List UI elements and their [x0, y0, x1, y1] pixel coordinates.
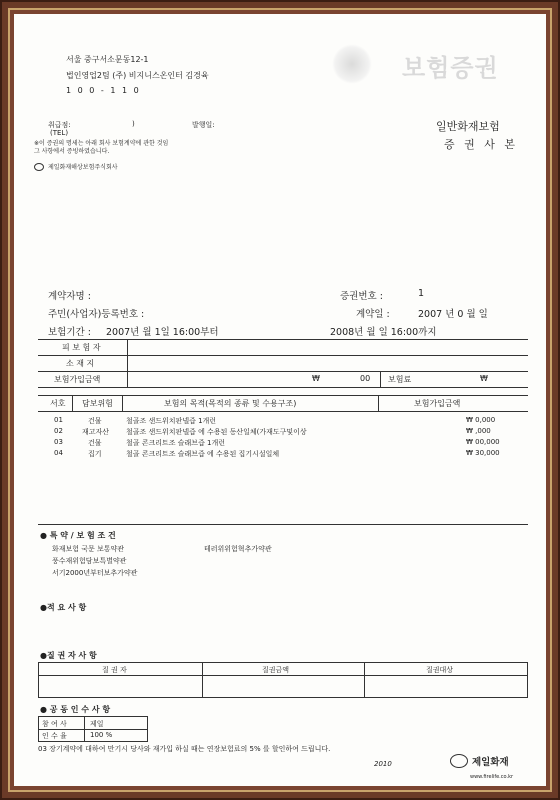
- pledge-heading: ●질 권 자 사 항: [40, 651, 97, 660]
- document-title: 일반화재보험: [436, 120, 500, 133]
- brand-watermark: 보험증권: [402, 54, 499, 82]
- contract-date-value: 2007 년 0 월 일: [418, 309, 488, 320]
- notice-line-2: 그 사항에서 증빙하였습니다.: [34, 148, 110, 155]
- row-no: 01: [54, 416, 63, 424]
- table-divider: [72, 395, 73, 411]
- footer-brand-name: 제일화재: [472, 757, 509, 768]
- row-description: 철골 콘크리트조 슬래브즙 1개런: [126, 439, 226, 447]
- table-rule: [38, 411, 528, 412]
- period-start: 2007년 월 1일 16:00부터: [106, 327, 219, 338]
- coinsurance-participant-value: 제일: [90, 720, 104, 728]
- insured-label: 피 보 험 자: [62, 343, 101, 352]
- row-amount: ₩ ,000: [466, 427, 491, 435]
- policy-number-value: 1: [418, 288, 425, 299]
- footer-site: www.firelife.co.kr: [470, 774, 514, 780]
- table-divider: [380, 371, 381, 387]
- row-amount: ₩ 0,000: [466, 416, 496, 424]
- insurance-policy-document: [14, 14, 546, 786]
- table-divider: [127, 339, 128, 387]
- row-risk: 건물: [88, 417, 102, 425]
- insurer-logo-icon: [34, 163, 44, 171]
- sum-insured-label: 보험가입금액: [54, 375, 101, 384]
- contractor-label: 계약자명 :: [48, 291, 91, 302]
- row-no: 04: [54, 449, 63, 457]
- period-end: 2008년 월 일 16:00까지: [330, 327, 437, 338]
- row-amount: ₩ 30,000: [466, 449, 500, 457]
- faint-stamp-mark: [332, 44, 372, 84]
- period-label: 보험기간 :: [48, 327, 91, 338]
- document-subtitle: 증 권 사 본: [444, 138, 518, 151]
- brand-logo-icon: [450, 754, 468, 768]
- table-rule: [38, 339, 528, 340]
- table-rule: [38, 387, 528, 388]
- table-rule: [38, 355, 528, 356]
- coinsurance-heading: ● 공 동 인 수 사 항: [40, 705, 111, 714]
- footer-brand-logo: [450, 754, 509, 768]
- sender-company: 법인영업2팀 (주) 비지니스온인터 김경육: [66, 71, 209, 80]
- premium-label: 보험료: [388, 375, 412, 384]
- table-rule: [38, 371, 528, 372]
- table-divider: [378, 395, 379, 411]
- coinsurance-rate-value: 100 %: [90, 731, 113, 739]
- row-risk: 집기: [88, 450, 102, 458]
- handler-value: ): [132, 120, 135, 128]
- row-description: 철골 콘크리트조 슬래브즙 에 수용된 집기시설일체: [126, 450, 280, 458]
- footer-note: 03 장기계약에 대하여 만기시 당사와 재가입 하실 때는 연장보험료의 5% 를 할인하여 드립니다.: [38, 745, 331, 753]
- special-terms-heading: ● 특 약 / 보 험 조 건: [40, 531, 116, 540]
- sender-postal-code: 1 0 0 - 1 1 0: [66, 86, 141, 95]
- row-description: 철골조 샌드위치판넬즙 에 수용된 동산일체(가재도구및이상: [126, 428, 307, 436]
- insurer-name-small: 제일화재해상보험주식회사: [48, 164, 118, 171]
- handler-label: 취급점:: [48, 121, 71, 129]
- coinsurance-participant-label: 참 여 사: [42, 720, 67, 728]
- table-divider: [84, 716, 85, 742]
- row-risk: 건물: [88, 439, 102, 447]
- table-divider: [202, 662, 203, 698]
- sum-currency: ₩: [312, 374, 320, 383]
- registration-number-label: 주민(사업자)등록번호 :: [48, 309, 145, 320]
- notice-line-1: ※이 증권의 명세는 아래 회사 보험계약에 관한 것임: [34, 140, 169, 147]
- table-rule: [38, 729, 148, 730]
- footer-year: 2010: [374, 760, 392, 768]
- col-header-no: 서호: [50, 399, 66, 408]
- table-rule: [38, 675, 528, 676]
- row-description: 철골조 샌드위치판넬즙 1개런: [126, 417, 217, 425]
- special-term-item: 서기2000년부터보추가약관: [52, 569, 138, 577]
- table-divider: [122, 395, 123, 411]
- pledge-col-amount: 질권금액: [262, 666, 290, 674]
- table-rule: [38, 524, 528, 525]
- location-label: 소 재 지: [66, 359, 95, 368]
- sender-address: 서울 중구서소문동12-1: [66, 55, 149, 64]
- issuer-label: 발행일:: [192, 121, 215, 129]
- sum-tail: 00: [360, 374, 371, 383]
- col-header-amount: 보험가입금액: [414, 399, 461, 408]
- row-no: 02: [54, 427, 63, 435]
- pledge-col-target: 질권대상: [426, 666, 454, 674]
- remarks-heading: ●적 요 사 항: [40, 603, 87, 612]
- row-amount: ₩ 00,000: [466, 438, 500, 446]
- special-term-item: 화재보험 국문 보통약관: [52, 545, 125, 553]
- row-risk: 재고자산: [82, 428, 110, 436]
- premium-currency: ₩: [480, 374, 488, 383]
- special-term-item: 풍수재위험담보특별약관: [52, 557, 127, 565]
- col-header-description: 보험의 목적(목적의 종류 및 수용구조): [164, 399, 297, 408]
- table-rule: [38, 395, 528, 396]
- pledge-col-holder: 질 권 자: [102, 666, 127, 674]
- coinsurance-rate-label: 인 수 율: [42, 732, 67, 740]
- insurer-logo: [34, 162, 118, 171]
- special-term-item: 테러위위험혁추가약관: [204, 545, 272, 553]
- contract-date-label: 계약일 :: [356, 309, 390, 320]
- tel-label: (TEL): [50, 129, 69, 137]
- col-header-risk: 담보위험: [82, 399, 113, 408]
- policy-number-label: 증권번호 :: [340, 291, 383, 302]
- table-divider: [364, 662, 365, 698]
- row-no: 03: [54, 438, 63, 446]
